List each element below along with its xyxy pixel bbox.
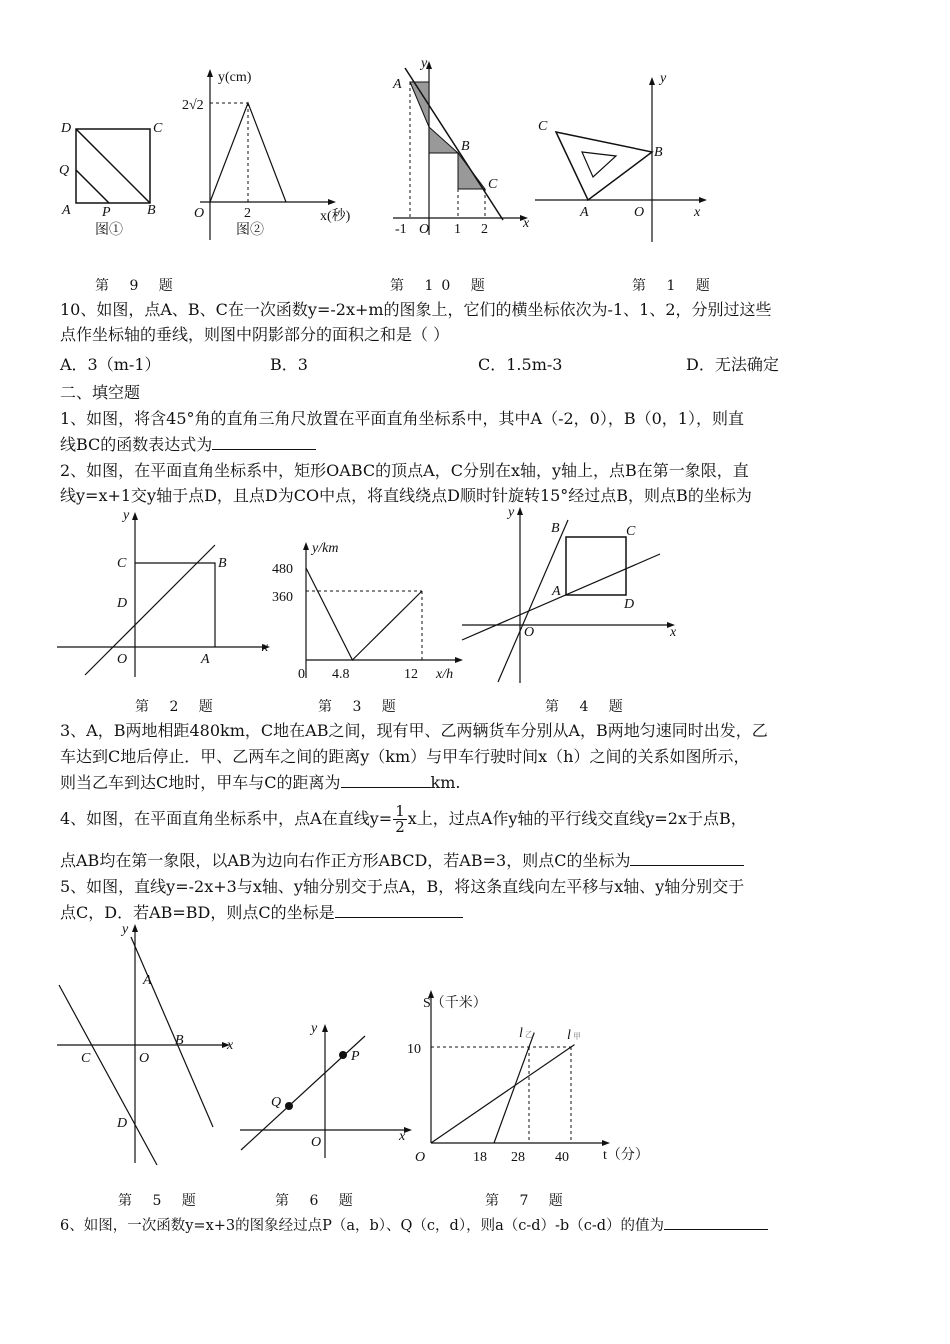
answer-blank[interactable] — [341, 773, 431, 788]
y-axis-label: y(cm) — [218, 70, 252, 85]
y-axis-label: y/km — [312, 541, 339, 556]
q10-option-a: A．3（m-1） — [60, 355, 161, 374]
figure-7-chart — [405, 985, 655, 1165]
label-A: A — [580, 205, 589, 220]
fq5-line1: 5、如图，直线y=-2x+3与x轴、y轴分别交于点A，B，将这条直线向左平移与x轴、y轴分别交于 — [60, 877, 745, 896]
fq1-text: 线BC的函数表达式为 — [60, 435, 213, 454]
label-B: B — [147, 203, 156, 218]
fq3-line1: 3、A，B两地相距480km，C地在AB之间，现有甲、乙两辆货车分别从A，B两地匀速同时出发，乙 — [60, 721, 768, 740]
caption-q9: 第 9 题 — [95, 278, 181, 294]
fraction-denominator: 2 — [395, 818, 405, 836]
figure-6 — [235, 1020, 415, 1160]
label-B: B — [175, 1033, 184, 1048]
label-P: P — [351, 1049, 360, 1064]
x-axis-label: x — [227, 1038, 234, 1053]
x-tick-12: 12 — [404, 667, 418, 682]
fq6-text: 6、如图，一次函数y=x+3的图象经过点P（a，b）、Q（c，d），则a（c-d）-b（c-d）的值为 — [60, 1218, 665, 1234]
label-D: D — [61, 121, 72, 136]
label-A: A — [552, 584, 561, 599]
fq5-text: 点C，D．若AB=BD，则点C的坐标是 — [60, 903, 335, 922]
label-Q: Q — [59, 163, 70, 178]
figure-3-chart — [270, 540, 470, 690]
answer-blank[interactable] — [212, 435, 316, 450]
label-C: C — [538, 119, 548, 134]
origin-label: O — [117, 652, 128, 667]
origin-label: O — [311, 1135, 322, 1150]
distance-series-line — [306, 568, 422, 660]
figure-10 — [385, 55, 535, 240]
origin-label: O — [415, 1150, 426, 1165]
label-A: A — [62, 203, 71, 218]
line-yi — [494, 1033, 534, 1143]
caption-q10: 第 10 题 — [390, 278, 493, 294]
label-B: B — [218, 556, 227, 571]
fraction-numerator: 1 — [395, 802, 405, 820]
y-tick-2root2: 2√2 — [182, 98, 204, 113]
line-label-sub-yi: 乙 — [525, 1030, 533, 1039]
figure-5 — [55, 915, 255, 1165]
caption-q2: 第 2 题 — [135, 699, 221, 715]
y-axis-label: y — [508, 505, 515, 520]
answer-blank[interactable] — [664, 1215, 768, 1230]
q10-option-c: C．1.5m-3 — [478, 355, 563, 374]
q10-line2: 点作坐标轴的垂线，则图中阴影部分的面积之和是（ ） — [60, 325, 450, 344]
q10-option-b: B．3 — [270, 355, 308, 374]
fq1-line1: 1、如图，将含45°角的直角三角尺放置在平面直角坐标系中，其中A（-2，0），B（0，1），则直 — [60, 409, 744, 428]
line-label-l: l — [567, 1028, 571, 1043]
answer-blank[interactable] — [630, 851, 744, 866]
fq1-line2 — [60, 432, 900, 458]
caption-q3: 第 3 题 — [318, 699, 404, 715]
chart-axes — [428, 990, 610, 1146]
caption-q1: 第 1 题 — [632, 278, 718, 294]
fq3-line3 — [60, 770, 900, 796]
fq3-unit: km. — [430, 773, 461, 792]
line-label-sub-jia: 甲 — [573, 1032, 581, 1041]
line-jia — [431, 1045, 575, 1143]
answer-blank[interactable] — [335, 903, 463, 918]
x-axis-label: x(秒) — [320, 209, 351, 224]
x-tick-2: 2 — [481, 222, 488, 237]
caption-q7: 第 7 题 — [485, 1193, 571, 1209]
x-tick-1: 1 — [454, 222, 461, 237]
label-C: C — [117, 556, 127, 571]
fq2-line1: 2、如图，在平面直角坐标系中，矩形OABC的顶点A，C分别在x轴，y轴上，点B在第一象限，直 — [60, 461, 749, 480]
y-tick-10: 10 — [407, 1042, 421, 1057]
fq4-text2: x上，过点A作y轴的平行线交直线y=2x于点B， — [407, 809, 747, 828]
section-heading: 二、填空题 — [60, 383, 141, 402]
caption-fig1: 图① — [95, 223, 123, 238]
label-C: C — [626, 524, 636, 539]
line-label-l: l — [519, 1026, 523, 1041]
fraction-one-half — [393, 804, 407, 835]
label-A: A — [201, 652, 210, 667]
x-tick-4.8: 4.8 — [332, 667, 350, 682]
figure-9-graph — [180, 65, 370, 245]
x-axis-label: x — [670, 625, 677, 640]
label-D: D — [117, 596, 128, 611]
label-D: D — [624, 597, 635, 612]
figure-9-square — [55, 115, 165, 245]
origin-label: O — [634, 205, 645, 220]
x-axis-label: x — [262, 640, 269, 655]
x-axis-label: x/h — [436, 667, 454, 682]
caption-fig2: 图② — [236, 223, 264, 238]
label-B: B — [551, 521, 560, 536]
fq4-text3: 点AB均在第一象限，以AB为边向右作正方形ABCD，若AB=3，则点C的坐标为 — [60, 851, 631, 870]
origin-label: O — [419, 222, 430, 237]
x-tick-neg1: -1 — [395, 222, 407, 237]
x-tick-2: 2 — [244, 206, 251, 221]
figure-4 — [460, 500, 695, 685]
caption-q4: 第 4 题 — [545, 699, 631, 715]
label-C: C — [81, 1051, 91, 1066]
y-axis-label: S（千米） — [423, 996, 487, 1011]
y-tick-480: 480 — [272, 562, 293, 577]
fq2-line2: 线y=x+1交y轴于点D，且点D为CO中点，将直线绕点D顺时针旋转15°经过点B，则点B的坐标为 — [60, 486, 752, 505]
fq3-line2: 车达到C地后停止．甲、乙两车之间的距离y（km）与甲车行驶时间x（h）之间的关系如图所示， — [60, 747, 750, 766]
y-axis-label: y — [660, 71, 667, 86]
x-axis-label: x — [523, 216, 530, 231]
x-tick-28: 28 — [511, 1150, 525, 1165]
origin-label: O — [524, 625, 535, 640]
label-B: B — [654, 145, 663, 160]
label-A: A — [393, 77, 402, 92]
x-axis-label: x — [694, 205, 701, 220]
x-axis-label: x — [399, 1129, 406, 1144]
y-axis-label: y — [311, 1021, 318, 1036]
caption-q5: 第 5 题 — [118, 1193, 204, 1209]
label-C: C — [153, 121, 163, 136]
fq4-line1 — [60, 802, 900, 836]
x-axis-label: t（分） — [603, 1148, 649, 1163]
figure-1 — [530, 70, 720, 245]
q10-line1: 10、如图，点A、B、C在一次函数y=-2x+m的图象上，它们的横坐标依次为-1、1、2，分别过这些 — [60, 300, 772, 319]
x-tick-0: 0 — [298, 667, 305, 682]
y-tick-360: 360 — [272, 590, 293, 605]
origin-label: O — [139, 1051, 150, 1066]
caption-q6: 第 6 题 — [275, 1193, 361, 1209]
fq4-text1: 4、如图，在平面直角坐标系中，点A在直线y= — [60, 809, 393, 828]
origin-label: O — [194, 206, 205, 221]
label-A: A — [143, 973, 152, 988]
label-P: P — [102, 205, 111, 220]
fq6-line1 — [60, 1213, 900, 1239]
label-D: D — [117, 1116, 128, 1131]
label-B: B — [461, 139, 470, 154]
y-axis-label: y — [421, 56, 428, 71]
label-Q: Q — [271, 1095, 282, 1110]
fq4-line2 — [60, 848, 900, 874]
x-tick-40: 40 — [555, 1150, 569, 1165]
fq3-text: 则当乙车到达C地时，甲车与C的距离为 — [60, 773, 341, 792]
q10-option-d: D．无法确定 — [686, 355, 779, 374]
label-C: C — [488, 177, 498, 192]
x-tick-18: 18 — [473, 1150, 487, 1165]
y-axis-label: y — [122, 922, 129, 937]
y-axis-label: y — [123, 508, 130, 523]
figure-2 — [55, 505, 275, 680]
